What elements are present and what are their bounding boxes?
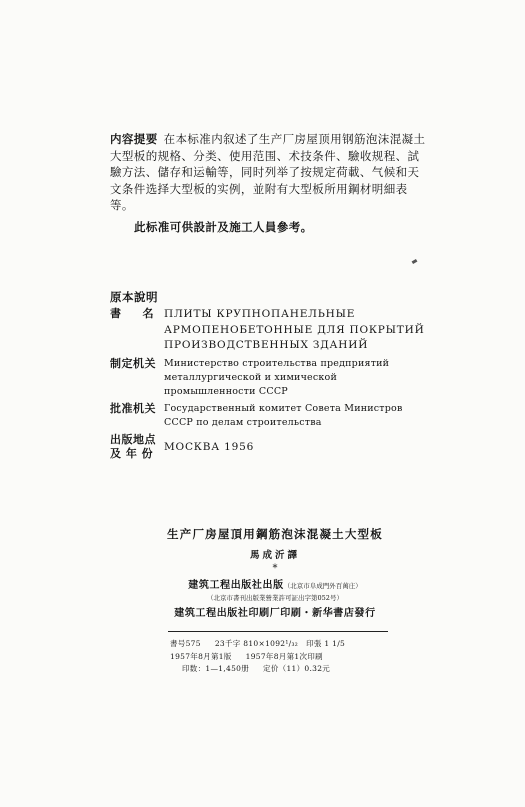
ink-mark — [412, 259, 418, 264]
edition: 1957年8月第1版 — [170, 651, 232, 661]
separator-star: * — [272, 563, 278, 574]
info-row-publication — [110, 433, 440, 461]
summary-text: 在本标准内叙述了生产厂房屋顶用钢筋泡沫混凝土大型板的规格、分类、使用范围、术技条件、驗收规程、試驗方法、儲存和运輸等，同时列举了按规定荷載、气候和天文条件选择大型板的实例，並附有大型板所用鋼材明細表等。 — [110, 132, 426, 212]
info-label-line: 出版地点 — [110, 432, 156, 446]
paper-format: 810×1092¹/₃₂ — [243, 639, 299, 648]
divider — [168, 631, 388, 632]
summary-heading: 内容提要 — [110, 132, 158, 146]
printer-line: 建筑工程出版社印刷厂印刷・新华書店發行 — [174, 608, 376, 619]
imprint-line — [170, 651, 390, 664]
info-value — [164, 433, 254, 456]
publisher-line — [140, 576, 410, 591]
info-value-line: промышленности СССР — [164, 385, 288, 397]
info-value-line: Государственный комитет Совета Министров — [164, 402, 403, 414]
info-label-line: 及 年 份 — [110, 446, 154, 460]
book-title: 生产厂房屋頂用鋼筋泡沫混凝土大型板 — [167, 527, 383, 541]
printing: 1957年8月第1次印刷 — [245, 651, 323, 661]
summary-paragraph — [110, 131, 430, 214]
copies: 印数：1—1,450册 — [182, 664, 250, 673]
info-label: 制定机关 — [110, 356, 156, 370]
info-value-line: АРМОПЕНОБЕТОННЫЕ ДЛЯ ПОКРЫТИЙ — [164, 323, 425, 336]
info-label: 批准机关 — [110, 401, 156, 415]
content-summary — [110, 131, 430, 235]
info-label — [110, 433, 164, 461]
book-code: 書号575 — [170, 639, 201, 648]
info-label: 書 名 — [110, 307, 154, 320]
info-value — [164, 307, 425, 354]
info-value-line: Министерство строительства предприятий — [164, 357, 390, 369]
info-value-line: ПРОИЗВОДСТВЕННЫХ ЗДАНИЙ — [164, 339, 369, 351]
info-value-line: металлургической и химической — [164, 371, 337, 383]
print-sheets: 印張 1 1/5 — [306, 639, 346, 648]
publishing-license: （北京市書刊出版業營業許可証出字第052号） — [207, 594, 343, 602]
original-info-heading: 原本說明 — [110, 290, 158, 304]
info-value-line: СССР по делам строительства — [164, 416, 322, 428]
imprint-line — [170, 638, 390, 651]
colophon — [140, 526, 410, 619]
imprint-line — [170, 663, 390, 676]
info-row-author — [110, 357, 440, 399]
original-info — [110, 289, 440, 464]
info-value-line: ПЛИТЫ КРУПНОПАНЕЛЬНЫЕ — [164, 308, 356, 320]
info-value — [164, 402, 403, 430]
price: 定价（11）0.32元 — [263, 664, 331, 673]
publisher-address: （北京市阜成門外百萬庄） — [283, 582, 362, 590]
info-value — [164, 357, 389, 399]
imprint-block — [170, 638, 390, 676]
info-row-approval — [110, 402, 440, 430]
publisher: 建筑工程出版社出版 — [188, 580, 284, 591]
summary-note: 此标准可供設計及施工人員參考。 — [134, 219, 313, 234]
translator: 馬成沂譯 — [249, 550, 300, 561]
info-value-line: МОСКВА 1956 — [164, 440, 255, 453]
info-row-title — [110, 307, 440, 354]
word-count: 23千字 — [214, 639, 241, 648]
